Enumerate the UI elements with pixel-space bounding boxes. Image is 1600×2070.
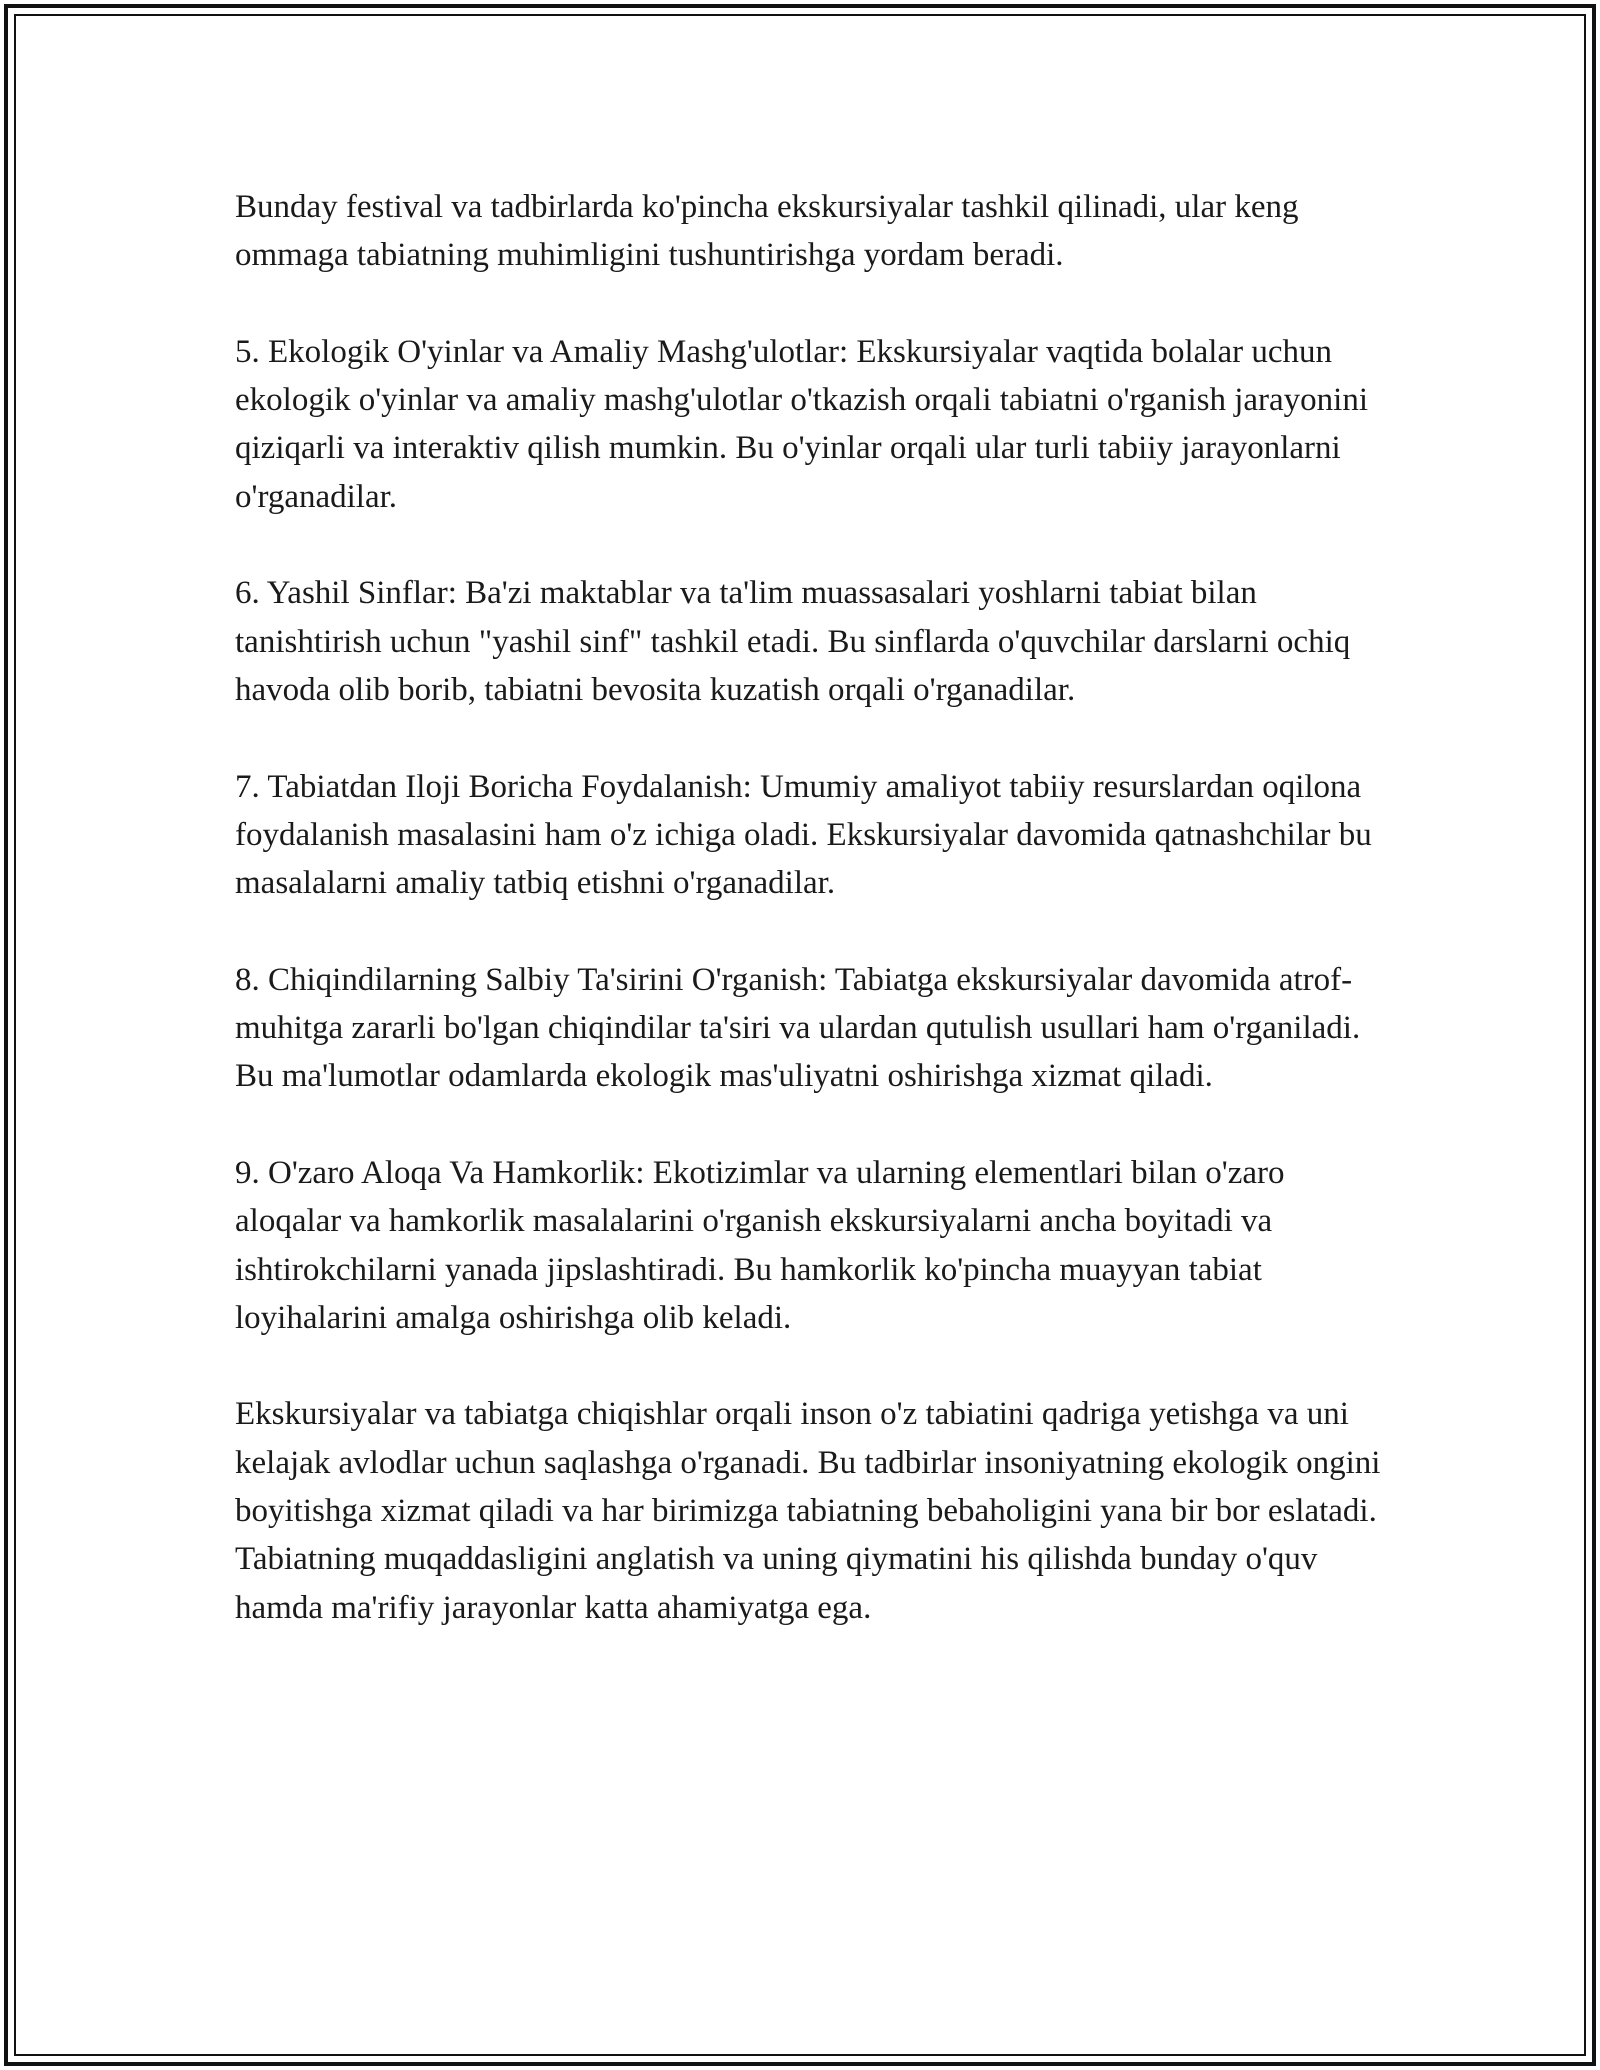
- paragraph-conclusion: Ekskursiyalar va tabiatga chiqishlar orqali inson o'z tabiatini qadriga yetishga va uni kelajak avlodlar uchun saqlashga o'rganadi. Bu tadbirlar insoniyatning ekologik ongini boyitishga xizmat qiladi va har birimizga tabiatning bebaholigini yana bir bor eslatadi. Tabiatning muqaddasligini anglatish va uning qiymatini his qilishda bunday o'quv hamda ma'rifiy jarayonlar katta ahamiyatga ega.: [235, 1396, 1381, 1626]
- paragraph-item-6-green-classes: 6. Yashil Sinflar: Ba'zi maktablar va ta'lim muassasalari yoshlarni tabiat bilan tanishtirish uchun "yashil sinf" tashkil etadi. Bu sinflarda o'quvchilar darslarni ochiq havoda olib borib, tabiatni bevosita kuzatish orqali o'rganadilar.: [235, 575, 1351, 708]
- paragraph-intro: Bunday festival va tadbirlarda ko'pincha ekskursiyalar tashkil qilinadi, ular keng ommaga tabiatning muhimligini tushuntirishga yordam beradi.: [235, 189, 1299, 274]
- paragraph-item-9-cooperation: 9. O'zaro Aloqa Va Hamkorlik: Ekotizimlar va ularning elementlari bilan o'zaro aloqalar va hamkorlik masalalarini o'rganish ekskursiyalarni ancha boyitadi va ishtirokchilarni yanada jipslashtiradi. Bu hamkorlik ko'pincha muayyan tabiat loyihalarini amalga oshirishga olib keladi.: [235, 1154, 1285, 1336]
- document-body: [235, 183, 1385, 1632]
- paragraph-item-5-ecological-games: 5. Ekologik O'yinlar va Amaliy Mashg'ulotlar: Ekskursiyalar vaqtida bolalar uchun ekologik o'yinlar va amaliy mashg'ulotlar o'tkazish orqali tabiatni o'rganish jarayonini qiziqarli va interaktiv qilish mumkin. Bu o'yinlar orqali ular turli tabiiy jarayonlarni o'rganadilar.: [235, 333, 1368, 515]
- paragraph-item-7-resource-use: 7. Tabiatdan Iloji Boricha Foydalanish: Umumiy amaliyot tabiiy resurslardan oqilona foydalanish masalasini ham o'z ichiga oladi. Ekskursiyalar davomida qatnashchilar bu masalalarni amaliy tatbiq etishni o'rganadilar.: [235, 768, 1372, 902]
- paragraph-item-8-waste-impact: 8. Chiqindilarning Salbiy Ta'sirini O'rganish: Tabiatga ekskursiyalar davomida atrof-muhitga zararli bo'lgan chiqindilar ta'siri va ulardan qutulish usullari ham o'rganiladi. Bu ma'lumotlar odamlarda ekologik mas'uliyatni oshirishga xizmat qiladi.: [235, 961, 1361, 1095]
